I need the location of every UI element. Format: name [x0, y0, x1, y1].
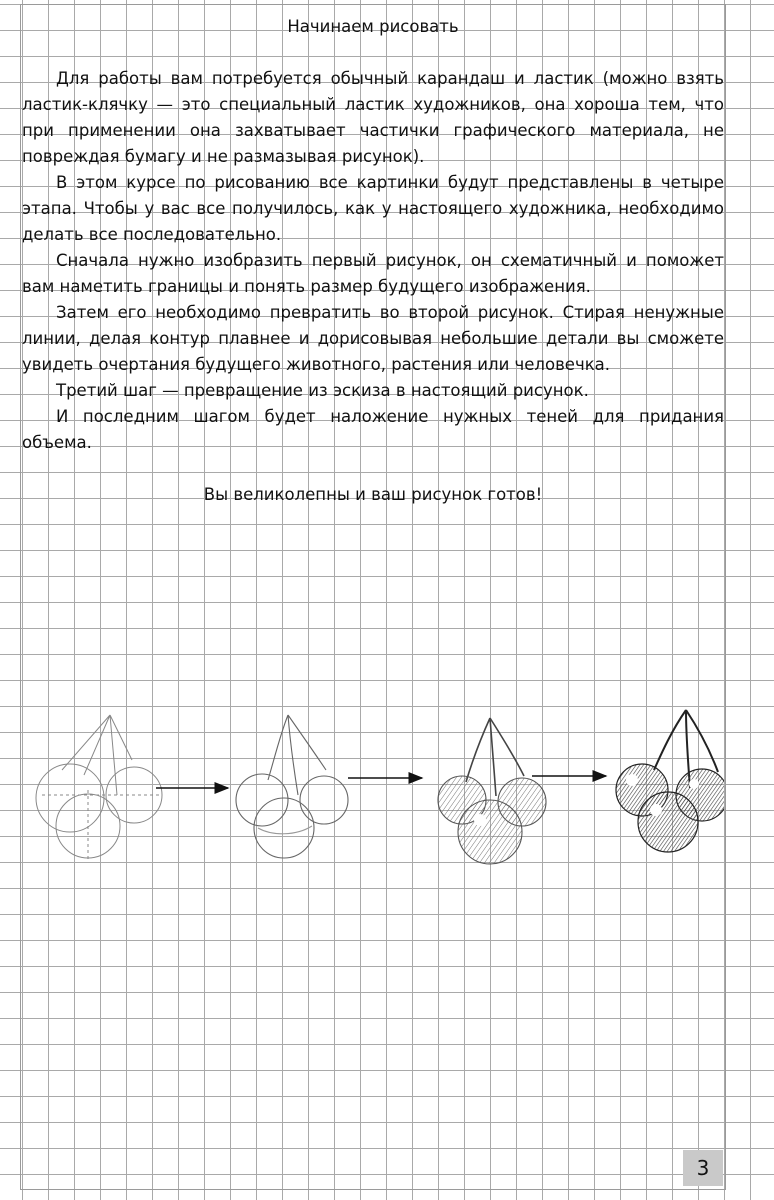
cherry-sketch-step-3	[438, 718, 546, 864]
cherry-sketch-step-4	[616, 710, 724, 852]
paragraph-step-four: И последним шагом будет наложение нужных теней для придания объема.	[22, 407, 724, 452]
cherry-sketch-step-2	[236, 715, 348, 858]
paragraph-materials: Для работы вам потребуется обычный карандаш и ластик (можно взять ластик-клячку — это специальный ластик художников, она хороша тем, что при применении она захватывает частички графического материала, не повреждая бумагу и не размазывая рисунок).	[22, 69, 724, 166]
text-block	[22, 14, 724, 508]
page-title: Начинаем рисовать	[287, 17, 459, 36]
paragraph-step-one: Сначала нужно изобразить первый рисунок, он схематичный и поможет вам наметить границы и понять размер будущего изображения.	[22, 251, 724, 296]
cherry-sketch-step-1	[36, 715, 162, 860]
paragraph-four-stages: В этом курсе по рисованию все картинки будут представлены в четыре этапа. Чтобы у вас все получилось, как у настоящего художника, необходимо делать все последовательно.	[22, 173, 724, 244]
paragraph-step-two: Затем его необходимо превратить во второй рисунок. Стирая ненужные линии, делая контур плавнее и дорисовывая небольшие детали вы сможете увидеть очертания будущего животного, растения или человечка.	[22, 303, 724, 374]
cherry-steps-illustration	[22, 700, 724, 870]
closing-line: Вы великолепны и ваш рисунок готов!	[203, 485, 543, 504]
paragraph-step-three: Третий шаг — превращение из эскиза в настоящий рисунок.	[56, 381, 589, 400]
page-number: 3	[683, 1150, 723, 1186]
